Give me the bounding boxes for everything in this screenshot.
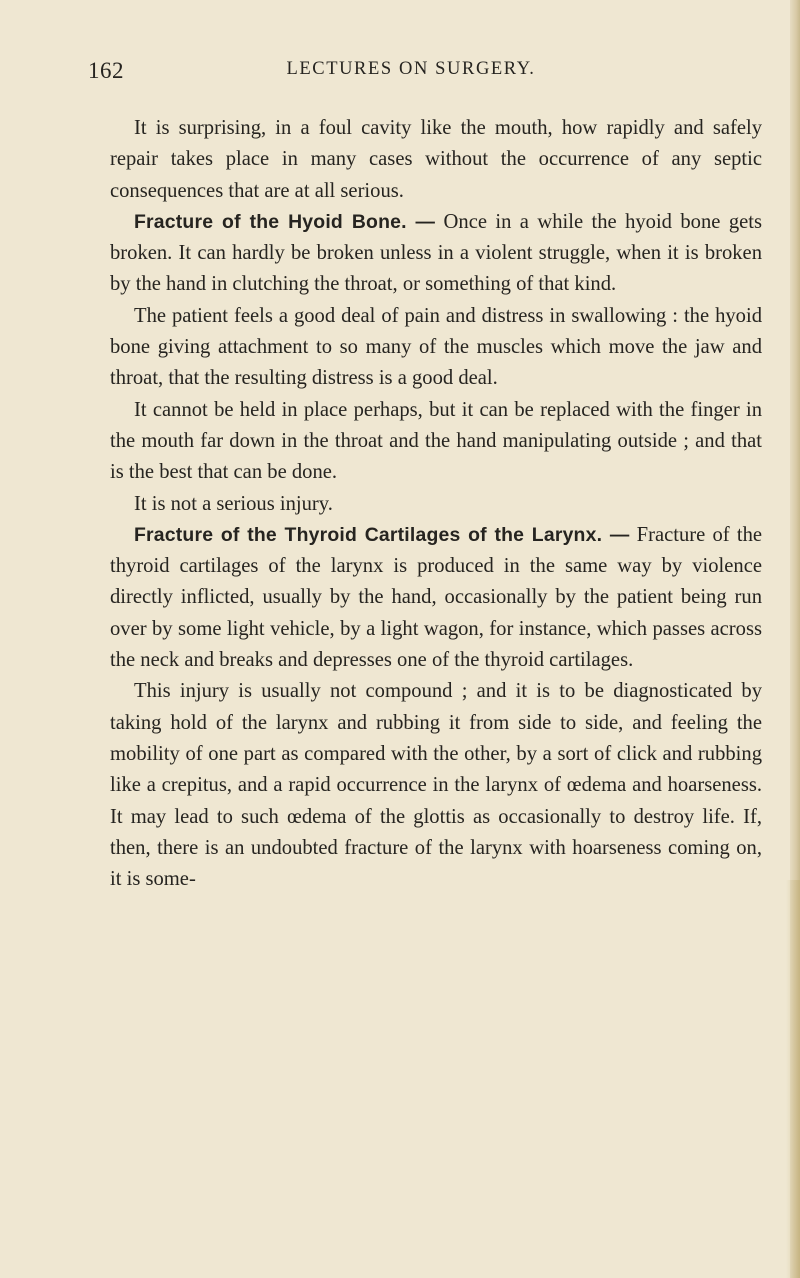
paragraph	[110, 301, 762, 395]
paragraph-heading: Fracture of the Thyroid Cartilages of the Larynx. —	[134, 523, 630, 546]
paragraph-text: Fracture of the thyroid cartilages of the larynx is produced in the same way by violence directly inflicted, usually by the hand, occasionally by the patient being run over by some light vehicle, by a light wagon, for instance, which passes across the neck and breaks and depresses one of the thyroid cartilages.	[110, 523, 763, 672]
running-title: LECTURES ON SURGERY.	[286, 59, 536, 79]
page-number: 162	[88, 58, 124, 83]
paragraph	[110, 489, 762, 520]
paragraph-text: The patient feels a good deal of pain and distress in swallowing : the hyoid bone giving attachment to so many of the muscles which move the jaw and throat, that the resulting distress is a good deal.	[110, 304, 762, 390]
paragraph-text: It cannot be held in place perhaps, but it can be replaced with the finger in the mouth far down in the throat and the hand manipulating outside ; and that is the best that can be done.	[110, 398, 762, 484]
paragraph	[110, 207, 762, 301]
paragraph	[110, 395, 762, 489]
paragraph-text: This injury is usually not compound ; and it is to be diagnosticated by taking hold of the larynx and rubbing it from side to side, and feeling the mobility of one part as compared with the other, by a sort of click and rubbing like a crepitus, and a rapid occurrence in the larynx of œdema and hoarseness. It may lead to such œdema of the glottis as occasionally to destroy life. If, then, there is an undoubted fracture of the larynx with hoarseness coming on, it is some-	[110, 680, 762, 891]
paragraph-text: It is surprising, in a foul cavity like the mouth, how rapidly and safely repair takes place in many cases without the occurrence of any septic consequences that are at all serious.	[110, 117, 762, 202]
paragraph-text: It is not a serious injury.	[134, 492, 333, 515]
paragraph-text: Once in a while the hyoid bone gets broken. It can hardly be broken unless in a violent struggle, when it is broken by the hand in clutching the throat, or something of that kind.	[110, 210, 762, 296]
paragraph-heading: Fracture of the Hyoid Bone. —	[134, 210, 436, 233]
paragraph	[110, 520, 762, 676]
paragraph	[110, 676, 762, 895]
body-text	[110, 113, 762, 895]
paragraph	[110, 113, 762, 207]
page-edge-shadow	[786, 880, 800, 1278]
